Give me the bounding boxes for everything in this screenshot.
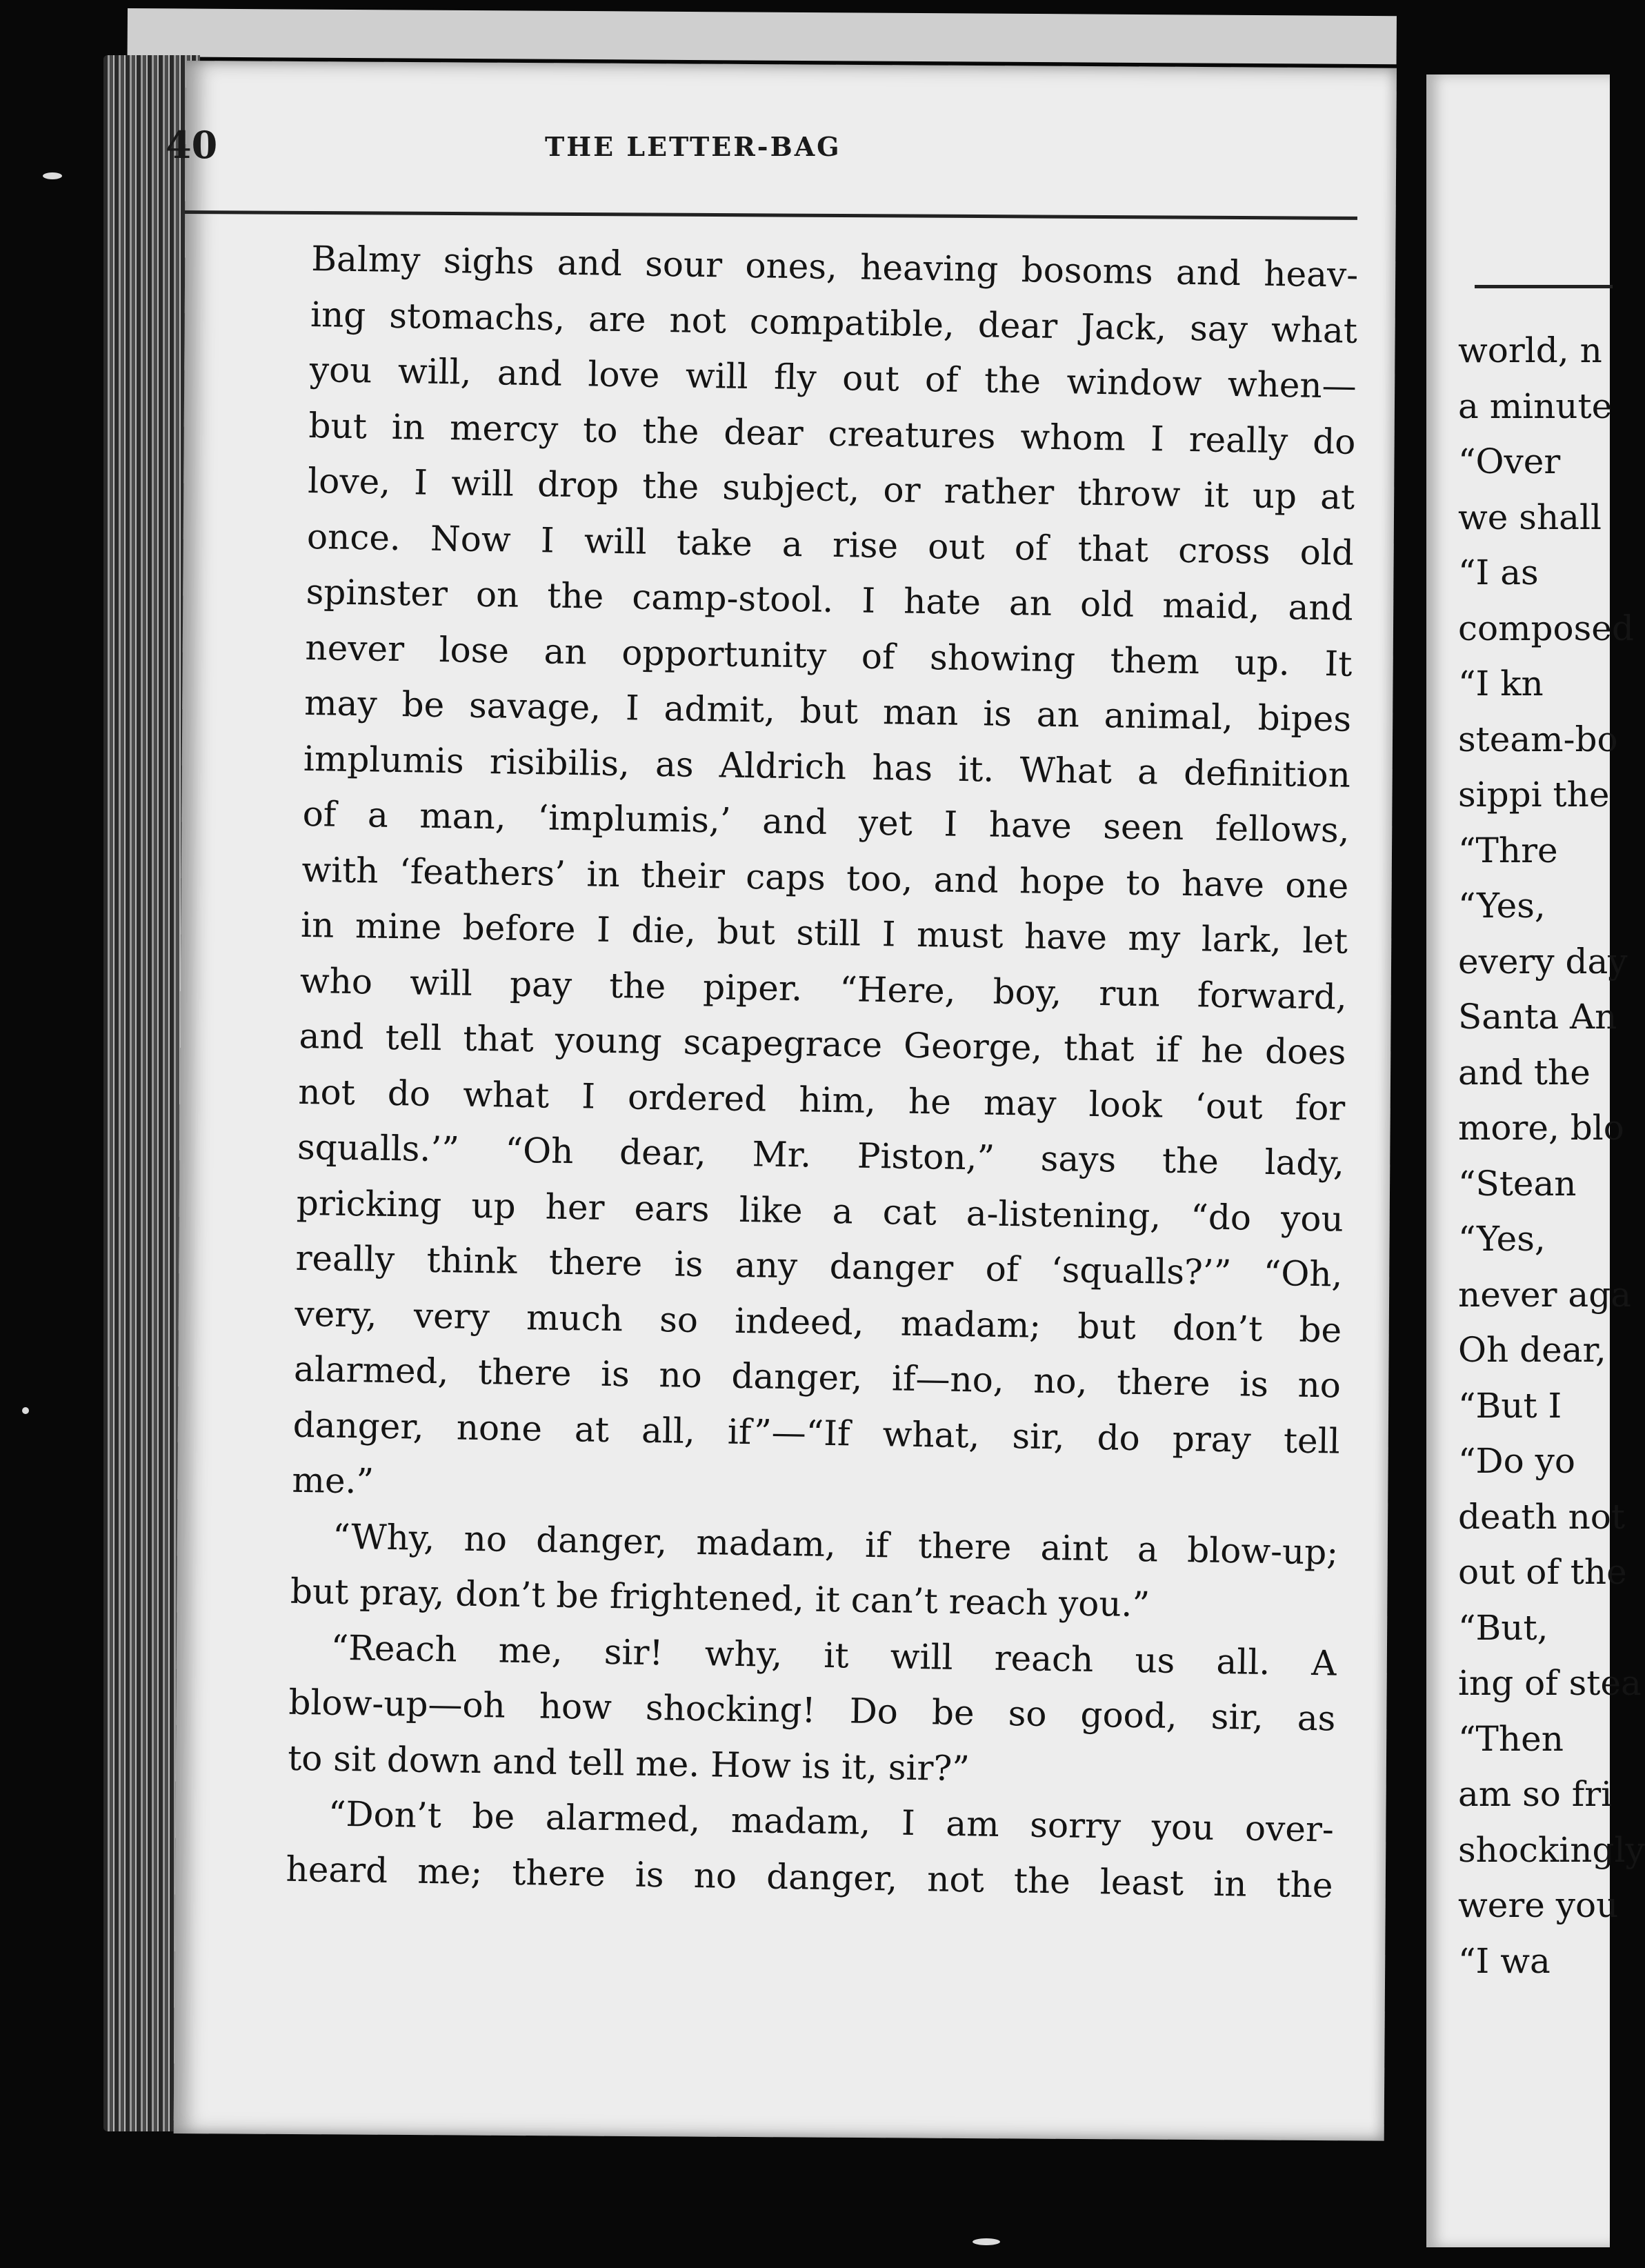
facing-text-line: “Then: [1458, 1718, 1564, 1759]
text-line: spinster on the camp-stool. I hate an old maid, and: [306, 571, 1354, 628]
facing-text-line: sippi the: [1458, 775, 1610, 815]
text-line: blow-up—oh how shocking! Do be so good, sir, as: [288, 1682, 1336, 1739]
text-line: danger, none at all, if”—“If what, sir, do pray tell: [292, 1404, 1341, 1462]
text-line: squalls.’” “Oh dear, Mr. Piston,” says the lady,: [297, 1126, 1345, 1184]
facing-text-line: Oh dear,: [1458, 1330, 1606, 1370]
paper-speck: [43, 172, 62, 179]
facing-text-line: “But I: [1458, 1385, 1562, 1426]
facing-text-line: death not: [1458, 1496, 1625, 1537]
text-line: you will, and love will fly out of the window when—: [309, 349, 1357, 406]
text-line: me.”: [292, 1460, 375, 1502]
text-line: with ‘feathers’ in their caps too, and hope to have one: [301, 849, 1349, 906]
facing-text-line: “Yes,: [1458, 886, 1546, 926]
facing-text-line: a minute: [1458, 386, 1613, 426]
page-number: 40: [166, 123, 218, 167]
running-head: THE LETTER-BAG: [545, 131, 841, 162]
facing-text-line: “I kn: [1458, 664, 1544, 704]
text-line: may be savage, I admit, but man is an animal, bipes: [303, 682, 1352, 739]
text-line: “Reach me, sir! why, it will reach us all. A: [330, 1627, 1337, 1684]
facing-text-line: never aga: [1458, 1274, 1632, 1315]
text-line: and tell that young scapegrace George, that if he does: [299, 1015, 1346, 1073]
facing-text-line: every day: [1458, 941, 1628, 982]
page-top-edge: [128, 8, 1397, 64]
text-line: love, I will drop the subject, or rather throw it up at: [307, 460, 1355, 517]
facing-text-line: “Over: [1458, 441, 1561, 481]
facing-text-line: out of the: [1458, 1552, 1627, 1592]
text-line: to sit down and tell me. How is it, sir?”: [287, 1738, 970, 1789]
text-line: but in mercy to the dear creatures whom I really do: [308, 405, 1356, 462]
facing-text-line: steam-bo: [1458, 719, 1618, 759]
facing-text-line: we shall: [1458, 497, 1602, 537]
facing-text-line: more, blo: [1458, 1108, 1624, 1148]
facing-page-rule: [1475, 285, 1613, 288]
text-line: but pray, don’t be frightened, it can’t reach you.”: [290, 1571, 1150, 1625]
facing-text-line: “Stean: [1458, 1163, 1577, 1204]
facing-text-line: composed: [1458, 608, 1634, 648]
text-line: “Don’t be alarmed, madam, I am sorry you over-: [328, 1793, 1335, 1850]
text-line: Balmy sighs and sour ones, heaving bosoms and heav-: [310, 238, 1359, 295]
facing-text-line: shockingly: [1458, 1829, 1645, 1870]
page-header: [166, 123, 1131, 178]
text-line: once. Now I will take a rise out of that cross old: [306, 516, 1355, 573]
facing-text-line: “But,: [1458, 1607, 1548, 1648]
text-line: implumis risibilis, as Aldrich has it. What a definition: [303, 738, 1351, 795]
body-text: [286, 231, 1359, 1913]
facing-page: [1426, 74, 1645, 2247]
facing-text-line: am so fri: [1458, 1774, 1613, 1814]
text-line: of a man, ‘implumis,’ and yet I have seen fellows,: [302, 793, 1350, 850]
facing-text-line: “Do yo: [1458, 1441, 1575, 1481]
text-line: not do what I ordered him, he may look ‘out for: [297, 1071, 1346, 1128]
facing-text-line: Santa An: [1458, 997, 1617, 1037]
text-line: alarmed, there is no danger, if—no, no, there is no: [293, 1349, 1342, 1406]
facing-text-line: ing of stea: [1458, 1663, 1642, 1703]
paper-speck: [973, 2238, 1000, 2245]
text-line: who will pay the piper. “Here, boy, run forward,: [299, 960, 1348, 1017]
text-line: heard me; there is no danger, not the least in the: [286, 1849, 1333, 1906]
facing-page-text: [1458, 323, 1645, 1989]
facing-text-line: were you: [1458, 1885, 1619, 1925]
text-line: in mine before I die, but still I must have my lark, let: [300, 904, 1348, 962]
text-line: pricking up her ears like a cat a-listening, “do you: [296, 1182, 1344, 1240]
facing-text-line: “Yes,: [1458, 1219, 1546, 1259]
text-line: very, very much so indeed, madam; but don’t be: [294, 1293, 1342, 1351]
text-line: ing stomachs, are not compatible, dear Jack, say what: [310, 294, 1358, 351]
facing-text-line: and the: [1458, 1052, 1591, 1093]
facing-text-line: world, n: [1458, 330, 1602, 370]
facing-text-line: “I as: [1458, 553, 1539, 593]
facing-text-line: “I wa: [1458, 1940, 1551, 1981]
text-line: really think there is any danger of ‘squalls?’” “Oh,: [295, 1237, 1343, 1295]
facing-text-line: “Thre: [1458, 830, 1558, 871]
text-line: “Why, no danger, madam, if there aint a blow-up;: [332, 1516, 1339, 1573]
paper-speck: [22, 1407, 29, 1414]
text-line: never lose an opportunity of showing them up. It: [305, 627, 1353, 684]
